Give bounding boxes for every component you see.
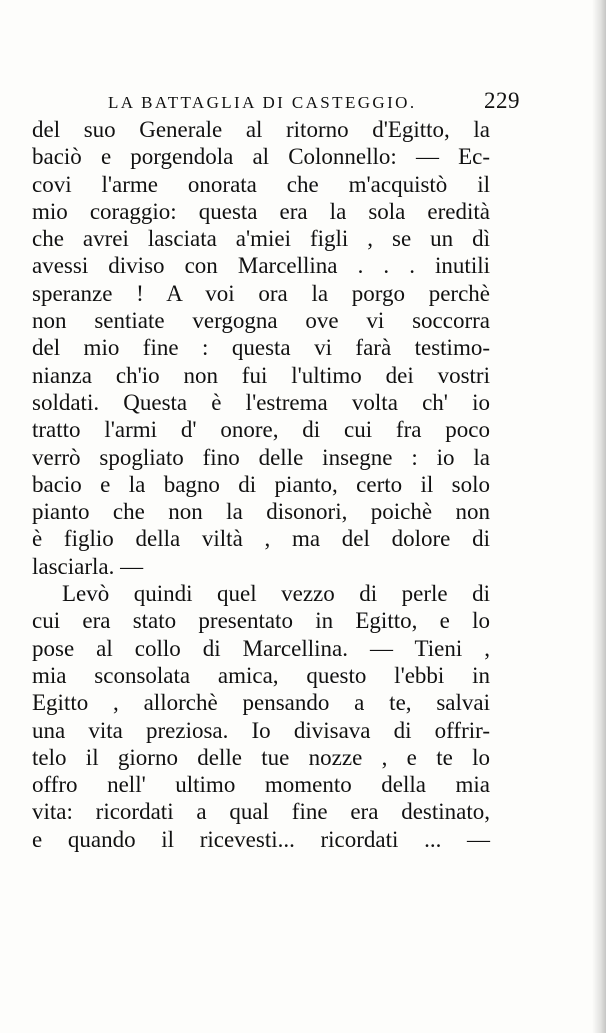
text-line: lasciarla. — [32,553,144,579]
text-line: una vita preziosa. Io divisava di offrir- [32,717,490,743]
running-title: LA BATTAGLIA DI CASTEGGIO. [108,93,417,112]
text-line: del suo Generale al ritorno d'Egitto, la [32,117,490,142]
text-line: mia sconsolata amica, questo l'ebbi in [32,662,490,688]
text-line: cui era stato presentato in Egitto, e lo [32,608,490,634]
text-line: e quando il ricevesti... ricordati ... — [32,826,490,852]
text-line: speranze ! A voi ora la porgo perchè [32,280,490,306]
text-line: Egitto , allorchè pensando a te, salvai [32,690,490,716]
text-line: del mio fine : questa vi farà testimo- [32,335,490,361]
body-text [32,116,490,853]
text-line: nianza ch'io non fui l'ultimo dei vostri [32,362,490,388]
text-line: baciò e porgendola al Colonnello: — Ec- [32,144,490,170]
text-line: mio coraggio: questa era la sola eredità [32,198,490,224]
text-line: che avrei lasciata a'miei figli , se un dì [32,226,490,252]
running-head [108,88,520,116]
page-number: 229 [484,88,520,113]
text-line: verrò spogliato fino delle insegne : io la [32,444,490,470]
text-line: telo il giorno delle tue nozze , e te lo [32,744,490,770]
text-line: tratto l'armi d' onore, di cui fra poco [32,417,490,443]
text-line: bacio e la bagno di pianto, certo il solo [32,471,490,497]
text-line: covi l'arme onorata che m'acquistò il [32,171,490,197]
text-line: non sentiate vergogna ove vi soccorra [32,308,490,334]
text-line: pose al collo di Marcellina. — Tieni , [32,635,490,661]
text-line: è figlio della viltà , ma del dolore di [32,526,490,552]
text-line: offro nell' ultimo momento della mia [32,772,490,798]
scan-edge-shadow [592,0,606,1033]
text-line: pianto che non la disonori, poichè non [32,499,490,525]
text-line: Levò quindi quel vezzo di perle di [62,581,490,607]
text-line: soldati. Questa è l'estrema volta ch' io [32,389,490,415]
text-line: vita: ricordati a qual fine era destinato, [32,799,490,825]
text-line: avessi diviso con Marcellina . . . inutili [32,253,490,279]
